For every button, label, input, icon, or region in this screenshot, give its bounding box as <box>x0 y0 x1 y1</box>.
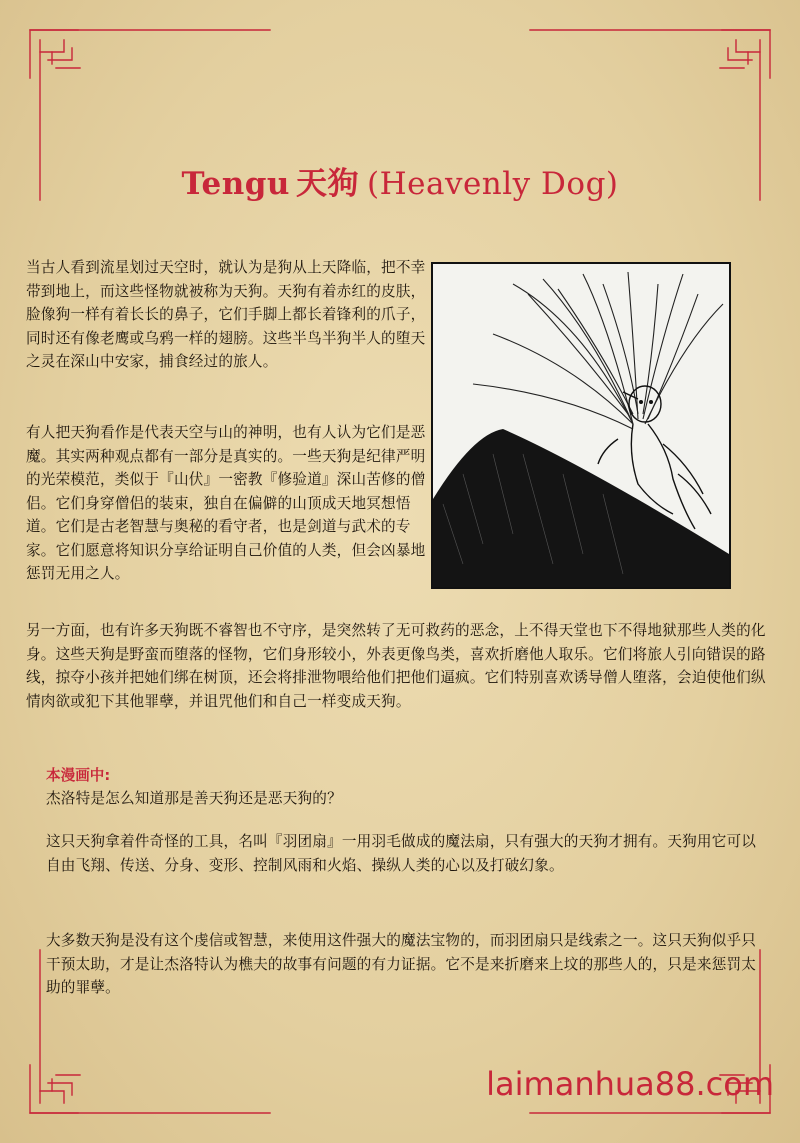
page-title <box>0 158 800 203</box>
paragraph-wicked-tengu: 另一方面，也有许多天狗既不睿智也不守序，是突然转了无可救药的恶念，上不得天堂也下不得地狱那些人类的化身。这些天狗是野蛮而堕落的怪物，它们身形较小，外表更像鸟类，喜欢折磨他人取乐。它们将旅人引向错误的路线，掠夺小孩并把她们绑在树顶，还会将排泄物喂给他们把他们逼疯。它们特别喜欢诱导僧人堕落，会迫使他们纵情肉欲或犯下其他罪孽，并诅咒他们和自己一样变成天狗。 <box>26 622 766 710</box>
paragraph-clue: 大多数天狗是没有这个虔信或智慧，来使用这件强大的魔法宝物的，而羽团扇只是线索之一。这只天狗似乎只干预太助，才是让杰洛特认为樵夫的故事有问题的有力证据。它不是来折磨来上坟的那些人的，只是来惩罚太助的罪孽。 <box>46 932 757 996</box>
paragraph-nature: 有人把天狗看作是代表天空与山的神明，也有人认为它们是恶魔。其实两种观点都有一部分是真实的。一些天狗是纪律严明的光荣模范，类似于『山伏』一密教『修验道』深山苦修的僧侣。它们身穿僧侣的装束，独自在偏僻的山顶成天地冥想悟道。它们是古老智慧与奥秘的看守者，也是剑道与武术的专家。它们愿意将知识分享给证明自己价值的人类，但会凶暴地惩罚无用之人。 <box>26 424 426 582</box>
title-chinese: 天狗 <box>295 166 359 202</box>
title-subtitle: (Heavenly Dog) <box>366 166 619 202</box>
title-english: Tengu <box>181 166 290 202</box>
tengu-illustration <box>431 262 731 589</box>
section-label: 本漫画中: <box>46 767 111 784</box>
watermark-text: laimanhua88.com <box>486 1065 774 1103</box>
paragraph-origin: 当古人看到流星划过天空时，就认为是狗从上天降临，把不幸带到地上，而这些怪物就被称为天狗。天狗有着赤红的皮肤，脸像狗一样有着长长的鼻子，它们手脚上都长着锋利的爪子，同时还有像老鹰或乌鸦一样的翅膀。这些半鸟半狗半人的堕天之灵在深山中安家，捕食经过的旅人。 <box>26 259 426 370</box>
paragraph-question: 杰洛特是怎么知道那是善天狗还是恶天狗的？ <box>46 790 342 807</box>
paragraph-fan: 这只天狗拿着件奇怪的工具，名叫『羽团扇』一用羽毛做成的魔法扇，只有强大的天狗才拥有。天狗用它可以自由飞翔、传送、分身、变形、控制风雨和火焰、操纵人类的心以及打破幻象。 <box>46 833 757 874</box>
